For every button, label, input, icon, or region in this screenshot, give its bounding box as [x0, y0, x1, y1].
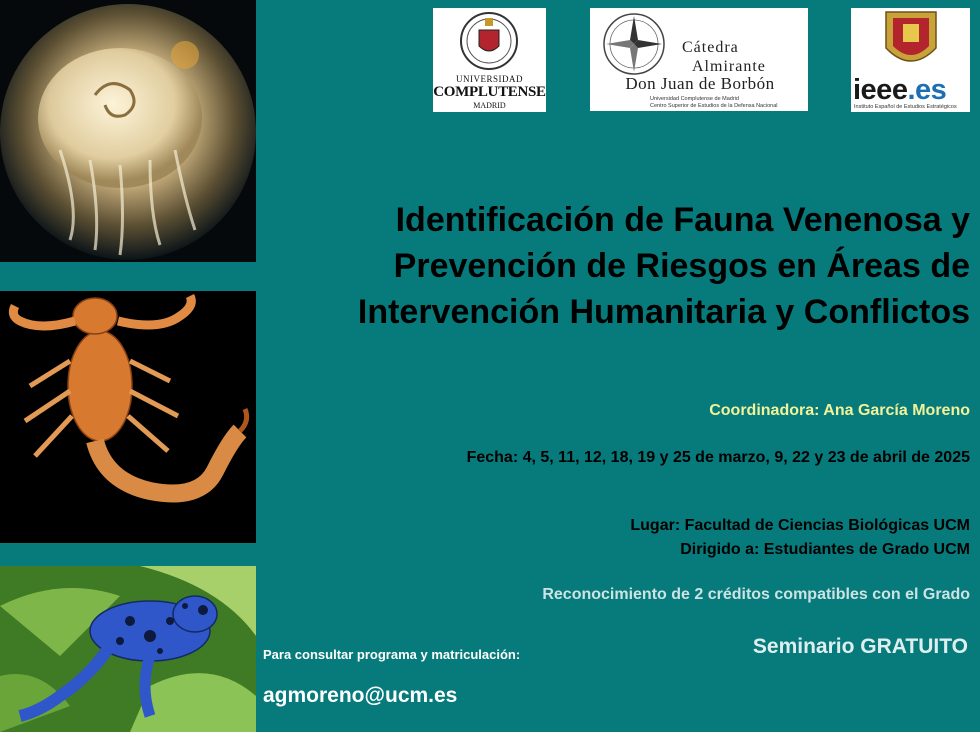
- catedra-line2: Almirante: [692, 58, 766, 75]
- catedra-line1: Cátedra: [682, 39, 739, 56]
- credits-text: Reconocimiento de 2 créditos compatibles con el Grado: [542, 586, 970, 603]
- catedra-sub1: Universidad Complutense de Madrid: [650, 96, 739, 102]
- ieee-word: ieee: [853, 74, 908, 106]
- ieee-subtitle: Instituto Español de Estudios Estratégicos: [854, 104, 957, 110]
- catedra-logo: [590, 8, 808, 111]
- seminar-title: [270, 197, 970, 335]
- ucm-seal-icon: [433, 8, 546, 74]
- free-seminar-text: Seminario GRATUITO: [752, 635, 968, 658]
- poison-dart-frog-photo: [0, 566, 256, 732]
- catedra-subtitle: [650, 96, 778, 110]
- coat-of-arms-icon: [851, 8, 970, 74]
- catedra-sub2: Centro Superior de Estudios de la Defensa Nacional: [650, 103, 778, 109]
- title-line3: Intervención Humanitaria y Conflictos: [357, 293, 970, 331]
- catedra-line3: Don Juan de Borbón: [625, 74, 775, 93]
- ucm-logo-line3: MADRID: [473, 101, 506, 110]
- compass-rose-icon: [594, 10, 674, 80]
- scorpion-photo: [0, 291, 256, 543]
- audience-text: Dirigido a: Estudiantes de Grado UCM: [680, 541, 970, 558]
- title-line2: Prevención de Riesgos en Áreas de: [393, 247, 970, 285]
- location-text: Lugar: Facultad de Ciencias Biológicas UCM: [630, 517, 970, 534]
- ieee-logo: [851, 8, 970, 112]
- contact-email-link[interactable]: agmoreno@ucm.es: [263, 684, 458, 707]
- dates-text: Fecha: 4, 5, 11, 12, 18, 19 y 25 de marzo, 9, 22 y 23 de abril de 2025: [466, 449, 970, 466]
- ucm-logo: [433, 8, 546, 112]
- ucm-logo-line1: UNIVERSIDAD: [456, 74, 523, 84]
- ieee-suffix: .es: [907, 74, 947, 106]
- coordinator-text: Coordinadora: Ana García Moreno: [709, 402, 970, 419]
- ieee-wordmark: [853, 74, 946, 107]
- jellyfish-photo: [0, 0, 256, 262]
- ucm-logo-line2: COMPLUTENSE: [433, 84, 546, 100]
- title-line1: Identificación de Fauna Venenosa y: [395, 201, 970, 239]
- contact-label: Para consultar programa y matriculación:: [263, 647, 521, 662]
